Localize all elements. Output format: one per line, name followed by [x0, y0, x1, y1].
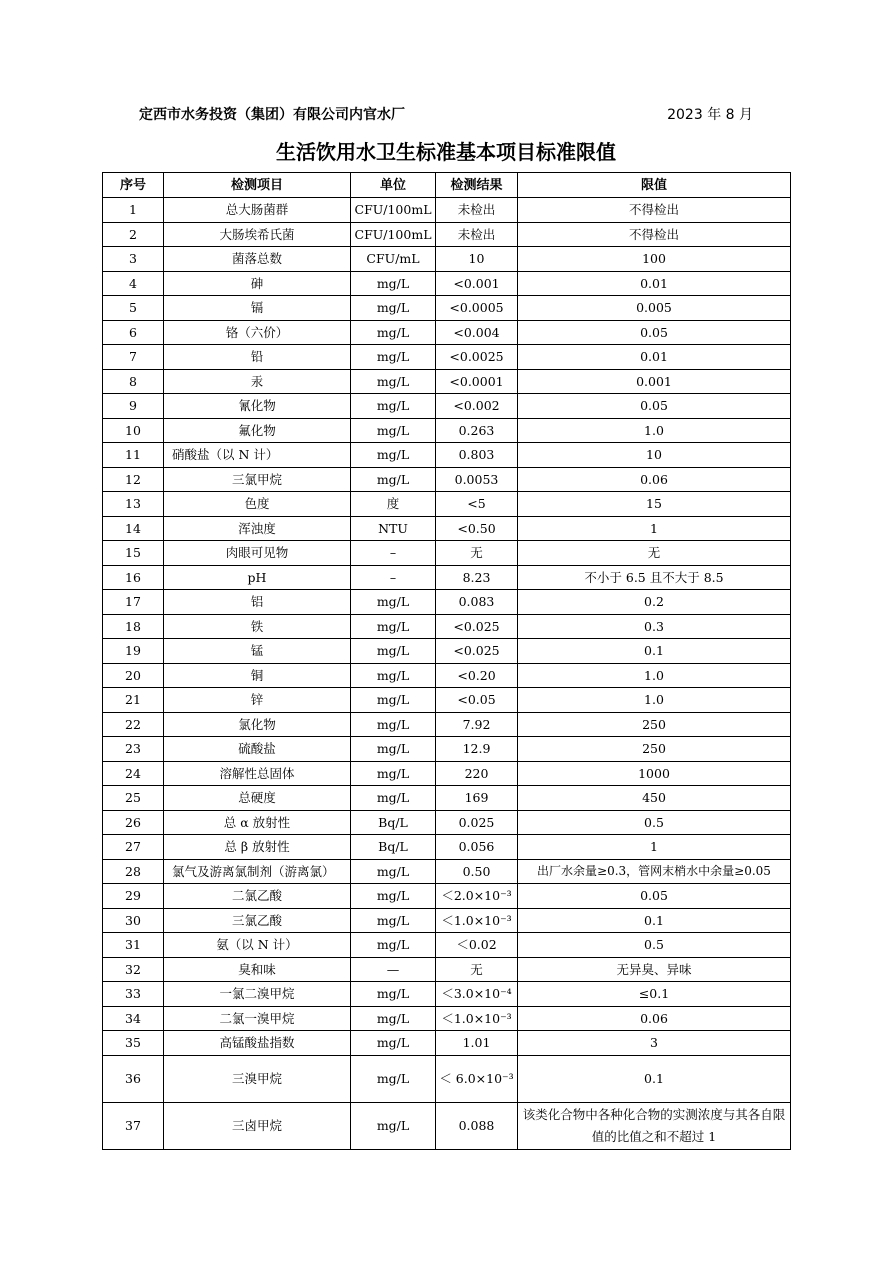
cell-item: 总硬度	[164, 786, 351, 811]
table-row	[103, 247, 791, 272]
cell-result: 未检出	[436, 222, 518, 247]
cell-unit: mg/L	[351, 1102, 436, 1149]
cell-result: 0.056	[436, 835, 518, 860]
cell-item: 色度	[164, 492, 351, 517]
cell-limit: 100	[518, 247, 791, 272]
cell-no: 10	[103, 418, 164, 443]
cell-no: 8	[103, 369, 164, 394]
table-row	[103, 565, 791, 590]
cell-result: ＜ 6.0×10⁻³	[436, 1055, 518, 1102]
cell-limit: 10	[518, 443, 791, 468]
table-row	[103, 418, 791, 443]
cell-item: 浑浊度	[164, 516, 351, 541]
cell-limit: 出厂水余量≥0.3，管网末梢水中余量≥0.05	[518, 859, 791, 884]
cell-item: 铬（六价）	[164, 320, 351, 345]
cell-limit: ≤0.1	[518, 982, 791, 1007]
cell-unit: mg/L	[351, 271, 436, 296]
table-row	[103, 467, 791, 492]
cell-limit: 0.1	[518, 639, 791, 664]
cell-limit: 1.0	[518, 688, 791, 713]
cell-no: 3	[103, 247, 164, 272]
cell-unit: mg/L	[351, 933, 436, 958]
cell-result: 0.0053	[436, 467, 518, 492]
table-row	[103, 222, 791, 247]
cell-no: 24	[103, 761, 164, 786]
cell-item: 大肠埃希氏菌	[164, 222, 351, 247]
cell-result: ＜1.0×10⁻³	[436, 908, 518, 933]
organization-name: 定西市水务投资（集团）有限公司内官水厂	[139, 107, 405, 123]
column-header-no: 序号	[103, 173, 164, 198]
table-row	[103, 320, 791, 345]
cell-result: <0.025	[436, 639, 518, 664]
table-row	[103, 810, 791, 835]
cell-unit: mg/L	[351, 614, 436, 639]
table-row	[103, 639, 791, 664]
cell-result: 169	[436, 786, 518, 811]
table-row	[103, 516, 791, 541]
cell-result: ＜0.02	[436, 933, 518, 958]
cell-no: 32	[103, 957, 164, 982]
cell-limit: 1	[518, 835, 791, 860]
cell-result: <0.0005	[436, 296, 518, 321]
cell-result: 未检出	[436, 198, 518, 223]
cell-limit: 0.06	[518, 1006, 791, 1031]
cell-no: 36	[103, 1055, 164, 1102]
column-header-limit: 限值	[518, 173, 791, 198]
cell-limit: 0.2	[518, 590, 791, 615]
table-row	[103, 908, 791, 933]
cell-result: <5	[436, 492, 518, 517]
cell-result: <0.0025	[436, 345, 518, 370]
cell-item: 氯化物	[164, 712, 351, 737]
cell-result: <0.001	[436, 271, 518, 296]
cell-unit: Bq/L	[351, 835, 436, 860]
table-header-row	[103, 173, 791, 198]
table-row	[103, 541, 791, 566]
cell-limit: 1.0	[518, 663, 791, 688]
cell-result: 12.9	[436, 737, 518, 762]
cell-unit: mg/L	[351, 1055, 436, 1102]
cell-item: 氯气及游离氯制剂（游离氯）	[164, 859, 351, 884]
cell-no: 11	[103, 443, 164, 468]
table-row	[103, 1055, 791, 1102]
cell-limit: 0.5	[518, 810, 791, 835]
table-row	[103, 957, 791, 982]
cell-limit: 0.5	[518, 933, 791, 958]
cell-result: ＜1.0×10⁻³	[436, 1006, 518, 1031]
cell-result: <0.002	[436, 394, 518, 419]
cell-unit: –	[351, 541, 436, 566]
cell-limit: 0.01	[518, 345, 791, 370]
cell-no: 27	[103, 835, 164, 860]
cell-limit: 0.001	[518, 369, 791, 394]
cell-no: 14	[103, 516, 164, 541]
cell-limit: 0.1	[518, 908, 791, 933]
table-row	[103, 835, 791, 860]
cell-limit: 250	[518, 712, 791, 737]
cell-no: 1	[103, 198, 164, 223]
cell-no: 26	[103, 810, 164, 835]
cell-unit: mg/L	[351, 394, 436, 419]
cell-unit: mg/L	[351, 663, 436, 688]
cell-unit: mg/L	[351, 296, 436, 321]
cell-result: 220	[436, 761, 518, 786]
cell-no: 34	[103, 1006, 164, 1031]
cell-item: 二氯乙酸	[164, 884, 351, 909]
cell-item: 三溴甲烷	[164, 1055, 351, 1102]
table-row	[103, 884, 791, 909]
cell-unit: mg/L	[351, 761, 436, 786]
cell-no: 17	[103, 590, 164, 615]
cell-unit: CFU/100mL	[351, 198, 436, 223]
cell-no: 33	[103, 982, 164, 1007]
cell-result: 1.01	[436, 1031, 518, 1056]
cell-unit: mg/L	[351, 859, 436, 884]
cell-unit: 度	[351, 492, 436, 517]
standards-table	[102, 172, 791, 1150]
cell-item: 铜	[164, 663, 351, 688]
cell-limit: 0.3	[518, 614, 791, 639]
cell-unit: NTU	[351, 516, 436, 541]
cell-limit: 1.0	[518, 418, 791, 443]
cell-result: 0.50	[436, 859, 518, 884]
cell-item: 镉	[164, 296, 351, 321]
cell-item: 氨（以 N 计）	[164, 933, 351, 958]
cell-result: 0.083	[436, 590, 518, 615]
cell-unit: mg/L	[351, 1006, 436, 1031]
cell-unit: mg/L	[351, 982, 436, 1007]
cell-no: 30	[103, 908, 164, 933]
cell-unit: —	[351, 957, 436, 982]
cell-no: 20	[103, 663, 164, 688]
cell-no: 21	[103, 688, 164, 713]
cell-item: 锰	[164, 639, 351, 664]
table-row	[103, 296, 791, 321]
cell-no: 22	[103, 712, 164, 737]
cell-result: 0.088	[436, 1102, 518, 1149]
cell-limit: 0.05	[518, 884, 791, 909]
cell-item: 锌	[164, 688, 351, 713]
cell-result: 10	[436, 247, 518, 272]
cell-result: 无	[436, 541, 518, 566]
cell-no: 35	[103, 1031, 164, 1056]
table-row	[103, 982, 791, 1007]
table-row	[103, 761, 791, 786]
cell-no: 16	[103, 565, 164, 590]
cell-limit: 450	[518, 786, 791, 811]
cell-item: 砷	[164, 271, 351, 296]
cell-unit: mg/L	[351, 1031, 436, 1056]
cell-result: 无	[436, 957, 518, 982]
cell-no: 31	[103, 933, 164, 958]
table-row	[103, 688, 791, 713]
table-row	[103, 663, 791, 688]
cell-limit: 不得检出	[518, 198, 791, 223]
table-row	[103, 345, 791, 370]
cell-unit: –	[351, 565, 436, 590]
cell-limit: 不小于 6.5 且不大于 8.5	[518, 565, 791, 590]
cell-unit: mg/L	[351, 320, 436, 345]
cell-item: 总 β 放射性	[164, 835, 351, 860]
cell-no: 23	[103, 737, 164, 762]
cell-unit: CFU/100mL	[351, 222, 436, 247]
cell-limit: 1000	[518, 761, 791, 786]
cell-result: 0.025	[436, 810, 518, 835]
cell-item: 铁	[164, 614, 351, 639]
cell-result: 0.803	[436, 443, 518, 468]
cell-item: 高锰酸盐指数	[164, 1031, 351, 1056]
cell-item: 二氯一溴甲烷	[164, 1006, 351, 1031]
table-row	[103, 859, 791, 884]
cell-item: 三氯甲烷	[164, 467, 351, 492]
cell-result: 8.23	[436, 565, 518, 590]
cell-no: 37	[103, 1102, 164, 1149]
table-row	[103, 1006, 791, 1031]
cell-limit: 0.01	[518, 271, 791, 296]
cell-item: 总大肠菌群	[164, 198, 351, 223]
cell-item: 氟化物	[164, 418, 351, 443]
cell-item: 汞	[164, 369, 351, 394]
table-row	[103, 369, 791, 394]
cell-no: 29	[103, 884, 164, 909]
cell-no: 7	[103, 345, 164, 370]
cell-limit: 该类化合物中各种化合物的实测浓度与其各自限值的比值之和不超过 1	[518, 1102, 791, 1149]
table-row	[103, 737, 791, 762]
table-row	[103, 271, 791, 296]
cell-result: ＜3.0×10⁻⁴	[436, 982, 518, 1007]
cell-result: <0.05	[436, 688, 518, 713]
cell-limit: 1	[518, 516, 791, 541]
cell-no: 28	[103, 859, 164, 884]
cell-unit: mg/L	[351, 737, 436, 762]
column-header-item: 检测项目	[164, 173, 351, 198]
cell-no: 6	[103, 320, 164, 345]
cell-no: 5	[103, 296, 164, 321]
cell-limit: 0.05	[518, 320, 791, 345]
cell-no: 19	[103, 639, 164, 664]
cell-no: 13	[103, 492, 164, 517]
cell-limit: 0.05	[518, 394, 791, 419]
cell-limit: 0.005	[518, 296, 791, 321]
cell-item: 铅	[164, 345, 351, 370]
cell-item: 溶解性总固体	[164, 761, 351, 786]
cell-result: <0.50	[436, 516, 518, 541]
column-header-result: 检测结果	[436, 173, 518, 198]
cell-item: 三卤甲烷	[164, 1102, 351, 1149]
cell-unit: mg/L	[351, 786, 436, 811]
cell-limit: 无异臭、异味	[518, 957, 791, 982]
cell-result: <0.004	[436, 320, 518, 345]
cell-unit: mg/L	[351, 345, 436, 370]
cell-limit: 无	[518, 541, 791, 566]
cell-unit: mg/L	[351, 443, 436, 468]
cell-item: 三氯乙酸	[164, 908, 351, 933]
cell-unit: mg/L	[351, 639, 436, 664]
cell-item: 菌落总数	[164, 247, 351, 272]
table-row	[103, 590, 791, 615]
cell-unit: Bq/L	[351, 810, 436, 835]
cell-unit: mg/L	[351, 712, 436, 737]
cell-unit: mg/L	[351, 688, 436, 713]
cell-item: 一氯二溴甲烷	[164, 982, 351, 1007]
cell-no: 12	[103, 467, 164, 492]
cell-result: <0.025	[436, 614, 518, 639]
cell-item: 铝	[164, 590, 351, 615]
cell-item: 氰化物	[164, 394, 351, 419]
table-row	[103, 933, 791, 958]
cell-result: <0.0001	[436, 369, 518, 394]
cell-limit: 250	[518, 737, 791, 762]
cell-item: 臭和味	[164, 957, 351, 982]
report-date: 2023 年 8 月	[667, 107, 753, 123]
cell-no: 9	[103, 394, 164, 419]
table-row	[103, 492, 791, 517]
column-header-unit: 单位	[351, 173, 436, 198]
table-row	[103, 614, 791, 639]
cell-unit: CFU/mL	[351, 247, 436, 272]
table-row	[103, 394, 791, 419]
table-row	[103, 198, 791, 223]
cell-no: 18	[103, 614, 164, 639]
cell-unit: mg/L	[351, 418, 436, 443]
table-row	[103, 786, 791, 811]
cell-unit: mg/L	[351, 590, 436, 615]
cell-result: 0.263	[436, 418, 518, 443]
cell-unit: mg/L	[351, 369, 436, 394]
cell-item: 肉眼可见物	[164, 541, 351, 566]
table-row	[103, 712, 791, 737]
cell-unit: mg/L	[351, 467, 436, 492]
cell-result: ＜2.0×10⁻³	[436, 884, 518, 909]
cell-result: <0.20	[436, 663, 518, 688]
cell-no: 25	[103, 786, 164, 811]
cell-limit: 0.1	[518, 1055, 791, 1102]
table-row	[103, 1102, 791, 1149]
cell-item: pH	[164, 565, 351, 590]
table-body	[103, 198, 791, 1150]
cell-item: 硫酸盐	[164, 737, 351, 762]
cell-item: 硝酸盐（以 N 计）	[164, 443, 351, 468]
cell-limit: 0.06	[518, 467, 791, 492]
cell-result: 7.92	[436, 712, 518, 737]
cell-unit: mg/L	[351, 908, 436, 933]
cell-no: 4	[103, 271, 164, 296]
table-row	[103, 443, 791, 468]
document-title: 生活饮用水卫生标准基本项目标准限值	[276, 140, 616, 164]
cell-limit: 15	[518, 492, 791, 517]
cell-no: 15	[103, 541, 164, 566]
document-header	[139, 104, 753, 126]
cell-limit: 3	[518, 1031, 791, 1056]
cell-no: 2	[103, 222, 164, 247]
table-row	[103, 1031, 791, 1056]
cell-limit: 不得检出	[518, 222, 791, 247]
cell-unit: mg/L	[351, 884, 436, 909]
cell-item: 总 α 放射性	[164, 810, 351, 835]
